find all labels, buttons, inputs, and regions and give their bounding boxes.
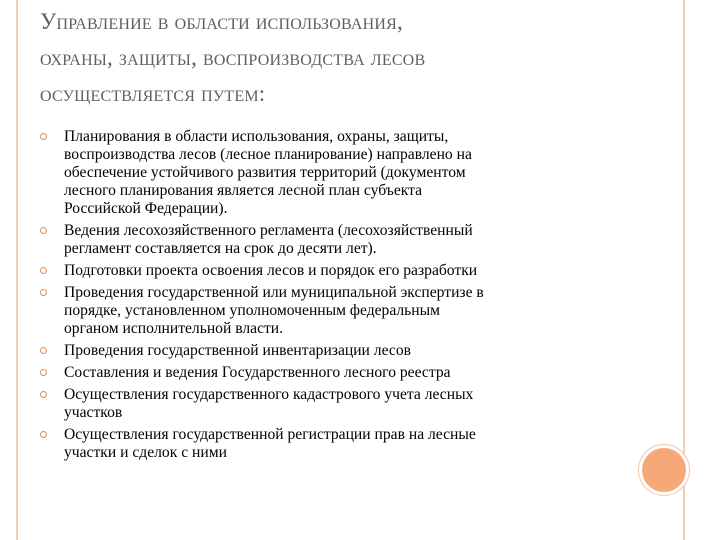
list-item	[40, 426, 625, 462]
item-line: Осуществления государственной регистрации прав на лесные	[64, 426, 476, 443]
item-line: Составления и ведения Государственного лесного реестра	[64, 364, 451, 381]
slide-title	[40, 4, 670, 112]
title-line-2: охраны, защиты, воспроизводства лесов	[40, 45, 426, 70]
item-line: Осуществления государственного кадастрового учета лесных	[64, 386, 474, 403]
item-line: лесного планирования является лесной план субъекта	[64, 182, 423, 199]
list-item	[40, 342, 625, 360]
bullet-circle-icon	[40, 431, 47, 438]
bullet-circle-icon	[40, 267, 47, 274]
list-item	[40, 128, 625, 218]
bullet-circle-icon	[40, 391, 47, 398]
list-item	[40, 222, 625, 258]
item-line: Подготовки проекта освоения лесов и порядок его разработки	[64, 262, 478, 279]
title-line-1: Управление в области использования,	[40, 9, 403, 34]
bullet-list	[40, 128, 625, 466]
item-line: участков	[64, 404, 123, 421]
left-decor-rule	[16, 0, 18, 540]
item-line: регламент составляется на срок до десяти лет).	[64, 240, 377, 257]
item-line: Планирования в области использования, охраны, защиты,	[64, 128, 449, 145]
item-line: обеспечение устойчивого развития территорий (документом	[64, 164, 466, 181]
item-line: Проведения государственной или муниципальной экспертизе в	[64, 284, 484, 301]
item-line: воспроизводства лесов (лесное планирование) направлено на	[64, 146, 472, 163]
bullet-circle-icon	[40, 133, 47, 140]
decorative-circle-icon	[642, 448, 686, 492]
list-item	[40, 386, 625, 422]
item-line: порядке, установленном уполномоченным федеральным	[64, 302, 440, 319]
item-line: органом исполнительной власти.	[64, 320, 284, 337]
bullet-circle-icon	[40, 289, 47, 296]
list-item	[40, 364, 625, 382]
list-item	[40, 284, 625, 338]
bullet-circle-icon	[40, 347, 47, 354]
list-item	[40, 262, 625, 280]
item-line: участки и сделок с ними	[64, 444, 227, 461]
item-line: Российской Федерации).	[64, 200, 228, 217]
bullet-circle-icon	[40, 227, 47, 234]
bullet-circle-icon	[40, 369, 47, 376]
item-line: Ведения лесохозяйственного регламента (лесохозяйственный	[64, 222, 473, 239]
item-line: Проведения государственной инвентаризации лесов	[64, 342, 411, 359]
title-line-3: осуществляется путем:	[40, 81, 266, 106]
